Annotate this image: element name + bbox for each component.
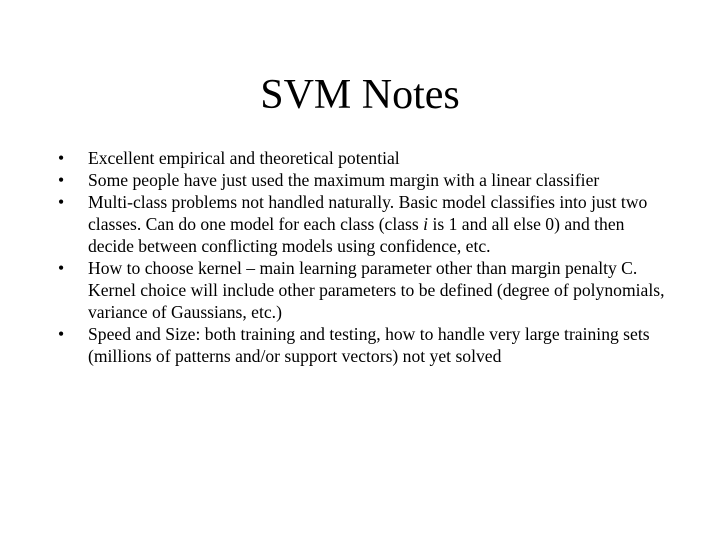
bullet-text: Multi-class problems not handled naturally. Basic model classifies into just two classes. Can do one model for each class (class: [88, 192, 648, 234]
bullet-text: Speed and Size: both training and testing, how to handle very large training sets (millions of patterns and/or support vectors) not yet solved: [88, 324, 650, 366]
bullet-list: [58, 147, 668, 367]
bullet-item: [58, 323, 668, 367]
bullet-text: How to choose kernel – main learning parameter other than margin penalty C. Kernel choice will include other parameters to be defined (degree of polynomials, variance of Gaussians, etc.): [88, 258, 665, 322]
bullet-item: [58, 257, 668, 323]
bullet-icon: •: [58, 324, 65, 344]
bullet-icon: •: [58, 192, 65, 212]
bullet-item: [58, 169, 668, 191]
bullet-text: Excellent empirical and theoretical potential: [88, 148, 400, 168]
bullet-item: [58, 147, 668, 169]
bullet-icon: •: [58, 258, 65, 278]
bullet-text-italic: i: [423, 214, 429, 234]
bullet-text: Some people have just used the maximum margin with a linear classifier: [88, 170, 600, 190]
bullet-icon: •: [58, 170, 65, 190]
bullet-icon: •: [58, 148, 65, 168]
bullet-text: is 1 and all else 0) and then decide between conflicting models using confidence, etc.: [88, 214, 625, 256]
slide-title: SVM Notes: [260, 72, 460, 118]
bullet-item: [58, 191, 668, 257]
